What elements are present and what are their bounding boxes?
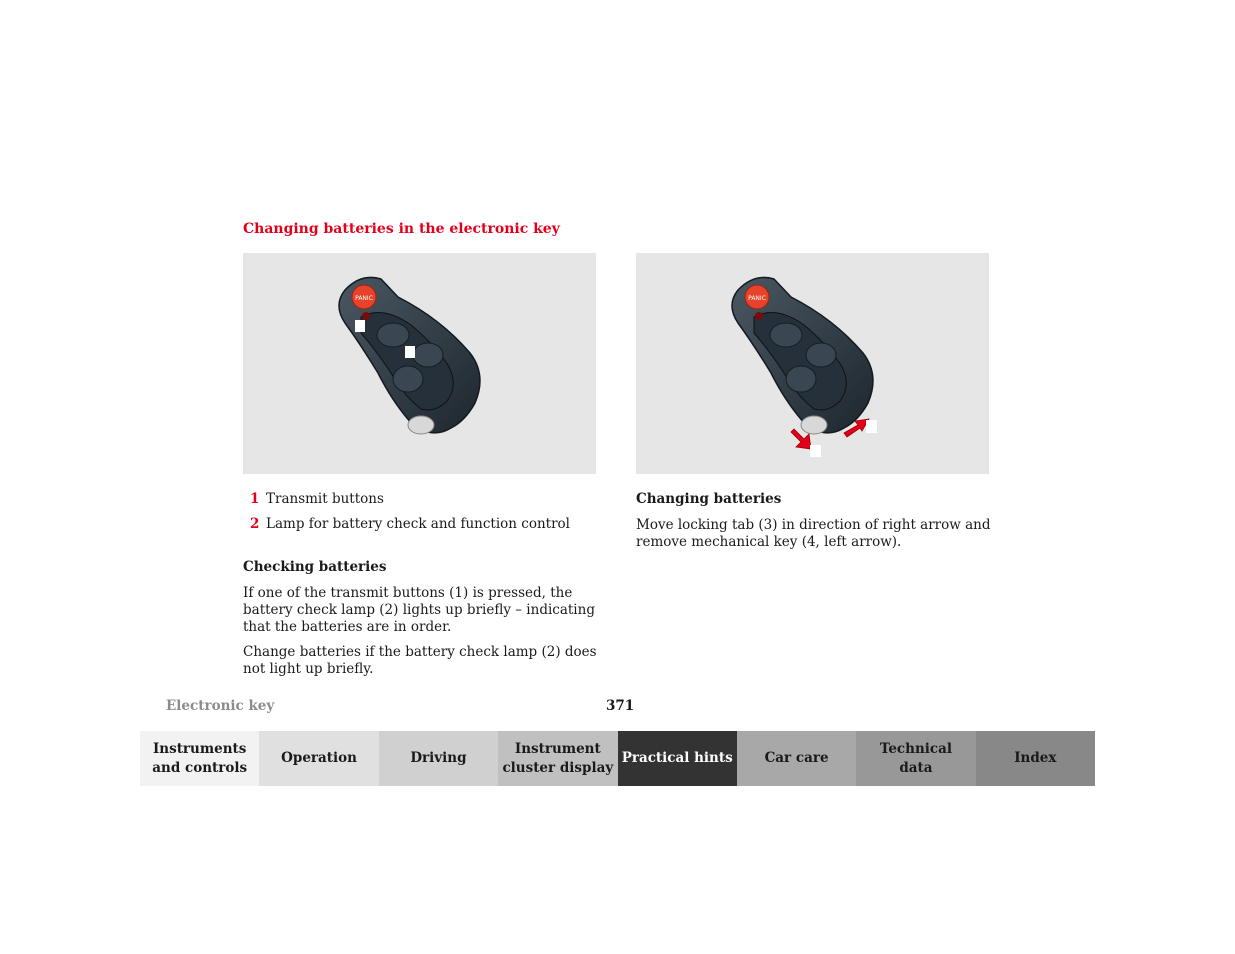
tab-label: Operation: [281, 750, 357, 766]
tab-car-care[interactable]: [737, 731, 856, 786]
checking-batteries-section: [243, 558, 603, 686]
tab-label: Index: [1014, 750, 1057, 766]
checking-paragraph-2: Change batteries if the battery check lamp (2) does not light up briefly.: [243, 644, 597, 677]
panic-label: PANIC: [748, 295, 766, 302]
legend-item: [243, 515, 603, 533]
footer-section-name: Electronic key: [166, 698, 275, 714]
tab-label: Car care: [764, 750, 829, 766]
legend-text: Transmit buttons: [266, 491, 384, 507]
electronic-key-illustration: [243, 253, 596, 474]
tab-operation[interactable]: [259, 731, 378, 786]
tab-practical-hints[interactable]: [618, 731, 737, 786]
page-number: 371: [606, 698, 635, 714]
tab-label: Instrument cluster display: [502, 740, 614, 776]
tab-label: Technical data: [879, 740, 953, 776]
section-title: Changing batteries in the electronic key: [243, 221, 560, 237]
checking-heading: Checking batteries: [243, 559, 387, 575]
changing-heading: Changing batteries: [636, 491, 782, 507]
key-figure-changing-batteries: [636, 253, 989, 474]
legend-item: [243, 490, 603, 508]
tab-index[interactable]: [976, 731, 1095, 786]
changing-paragraph-1: Move locking tab (3) in direction of right arrow and remove mechanical key (4, left arrow).: [636, 517, 991, 550]
tab-label: Driving: [410, 750, 467, 766]
legend-number: 1: [250, 491, 260, 507]
chapter-nav-tabs: [140, 731, 1095, 786]
legend-number: 2: [250, 516, 260, 532]
tab-technical-data[interactable]: [856, 731, 975, 786]
legend-text: Lamp for battery check and function control: [266, 516, 570, 532]
electronic-key-arrows-illustration: [636, 253, 989, 474]
figure-legend: [243, 490, 603, 540]
changing-batteries-section: [636, 490, 996, 559]
tab-label: Instruments and controls: [152, 740, 248, 776]
key-figure-transmit-buttons: [243, 253, 596, 474]
tab-label: Practical hints: [621, 750, 733, 766]
checking-paragraph-1: If one of the transmit buttons (1) is pressed, the battery check lamp (2) lights up briefly – indicating that the batteries are in order.: [243, 585, 595, 635]
tab-instrument-cluster-display[interactable]: [498, 731, 617, 786]
tab-instruments-and-controls[interactable]: [140, 731, 259, 786]
panic-label: PANIC: [355, 295, 373, 302]
tab-driving[interactable]: [379, 731, 498, 786]
